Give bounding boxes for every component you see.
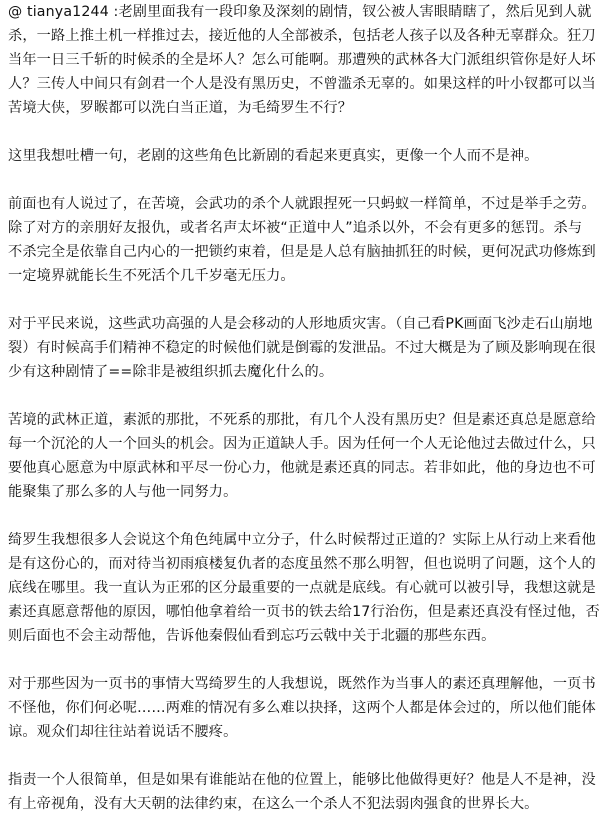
paragraph-gap — [8, 648, 600, 672]
text-line: 每一个沉沦的人一个回头的机会。因为正道缺人手。因为任何一个人无论他过去做过什么，只 — [8, 436, 596, 452]
paragraph — [8, 312, 600, 384]
paragraph — [8, 768, 600, 816]
text-line: 裂）有时候高手们精神不稳定的时候他们就是倒霉的发泄品。不过大概是为了顾及影响现在很 — [8, 340, 596, 356]
paragraph — [8, 192, 600, 288]
paragraph — [8, 408, 600, 504]
paragraph-gap — [8, 168, 600, 192]
paragraph — [8, 528, 600, 648]
paragraph — [8, 672, 600, 744]
forum-post-body — [8, 0, 600, 816]
text-line: 谅。观众们却往往站着说话不腰疼。 — [8, 724, 238, 740]
paragraph-gap — [8, 384, 600, 408]
text-line: 不杀完全是依靠自己内心的一把锁约束着，但是是人总有脑抽抓狂的时候，更何况武功修炼到 — [8, 244, 596, 260]
paragraph-gap — [8, 288, 600, 312]
text-line: 能聚集了那么多的人与他一同努力。 — [8, 484, 238, 500]
text-line: 一定境界就能长生不死活个几千岁毫无压力。 — [8, 268, 295, 284]
text-line: 除了对方的亲朋好友报仇，或者名声太坏被“正道中人”追杀以外，不会有更多的惩罚。杀与 — [8, 220, 583, 236]
text-line: 指责一个人很简单，但是如果有谁能站在他的位置上，能够比他做得更好？他是人不是神，没 — [8, 772, 596, 788]
paragraph-gap — [8, 744, 600, 768]
paragraph — [8, 144, 600, 168]
text-line: 是有这份心的，而对待当初雨痕楼复仇者的态度虽然不那么明智，但也说明了问题，这个人的 — [8, 556, 596, 572]
text-line: 这里我想吐槽一句，老剧的这些角色比新剧的看起来更真实，更像一个人而不是神。 — [8, 148, 539, 164]
text-line: 则后面也不会主动帮他，告诉他秦假仙看到忘巧云戟中关于北疆的那些东西。 — [8, 628, 496, 644]
text-line: 素还真愿意帮他的原因，哪怕他拿着给一页书的铁去给17行治伤，但是素还真没有怪过他，否 — [8, 604, 600, 620]
text-line: 当年一日三千斩的时候杀的全是坏人？怎么可能啊。那遭殃的武林各大门派组织管你是好人坏 — [8, 52, 596, 68]
text-line: 少有这种剧情了==除非是被组织抓去魔化什么的。 — [8, 364, 334, 380]
text-line: 苦境大侠，罗睺都可以洗白当正道，为毛绮罗生不行？ — [8, 100, 353, 116]
text-line: 人？三传人中间只有剑君一个人是没有黑历史，不曾滥杀无辜的。如果这样的叶小钗都可以当 — [8, 76, 596, 92]
text-line: 杀，一路上推土机一样推过去，接近他的人全部被杀，包括老人孩子以及各种无辜群众。狂刀 — [8, 28, 596, 44]
text-line: 要他真心愿意为中原武林和平尽一份心力，他就是素还真的同志。若非如此，他的身边也不可 — [8, 460, 596, 476]
text-line: 底线在哪里。我一直认为正邪的区分最重要的一点就是底线。有心就可以被引导，我想这就是 — [8, 580, 596, 596]
text-line: 不怪他，你们何必呢……两难的情况有多么难以抉择，这两个人都是体会过的，所以他们能体 — [8, 700, 596, 716]
paragraph-gap — [8, 120, 600, 144]
text-line: 对于平民来说，这些武功高强的人是会移动的人形地质灾害。（自己看PK画面飞沙走石山崩地 — [8, 316, 593, 332]
text-line: 对于那些因为一页书的事情大骂绮罗生的人我想说，既然作为当事人的素还真理解他，一页书 — [8, 676, 596, 692]
text-line: 有上帝视角，没有大天朝的法律约束，在这么一个杀人不犯法弱肉强食的世界长大。 — [8, 796, 539, 812]
paragraph — [8, 0, 600, 120]
text-line: 苦境的武林正道，素派的那批，不死系的那批，有几个人没有黑历史？但是素还真总是愿意给 — [8, 412, 596, 428]
text-line: 绮罗生我想很多人会说这个角色纯属中立分子，什么时候帮过正道的？实际上从行动上来看他 — [8, 532, 596, 548]
paragraph-gap — [8, 504, 600, 528]
text-line: @ tianya1244 :老剧里面我有一段印象及深刻的剧情，钗公被人害眼睛瞎了，然后见到人就 — [8, 4, 592, 20]
text-line: 前面也有人说过了，在苦境，会武功的杀个人就跟捏死一只蚂蚁一样简单，不过是举手之劳。 — [8, 196, 596, 212]
